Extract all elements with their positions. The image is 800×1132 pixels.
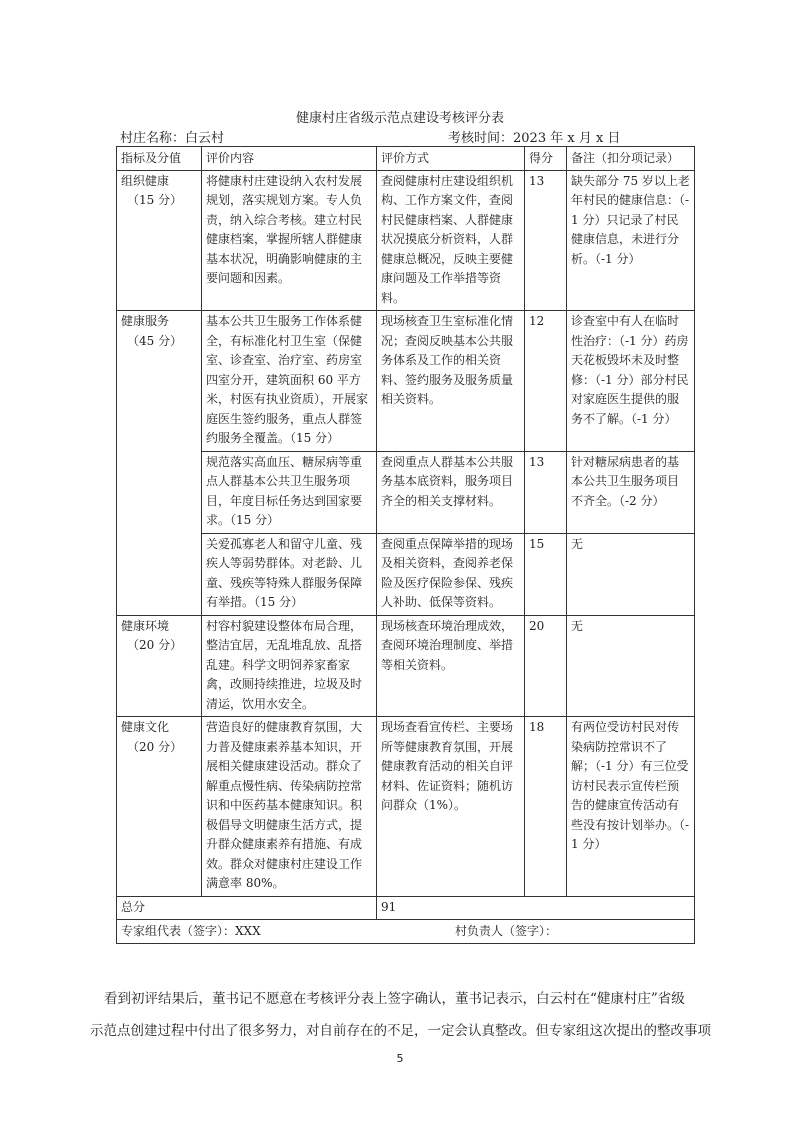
method-cell: 现场核查卫生室标准化情况；查阅反映基本公共服务体系及工作的相关资料、签约服务及服务质量相关资料。 [377, 311, 525, 452]
method-cell: 现场核查环境治理成效，查阅环境治理制度、举措等相关资料。 [377, 615, 525, 717]
content-cell: 基本公共卫生服务工作体系健全，有标准化村卫生室（保健室、诊查室、治疗室、药房室四室分开，建筑面积 60 平方米，村医有执业资质），开展家庭医生签约服务，重点人群签约服务全覆盖。（15 分） [202, 311, 377, 452]
header-content: 评价内容 [202, 147, 377, 171]
total-label: 总分 [117, 896, 377, 920]
indicator-points: （45 分） [127, 333, 183, 348]
content-cell: 将健康村庄建设纳入农村发展规划，落实规划方案。专人负责，纳入综合考核。建立村民健康档案，掌握所辖人群健康基本状况，明确影响健康的主要问题和因素。 [202, 170, 377, 311]
remark-cell: 无 [567, 533, 695, 615]
table-header-row [117, 147, 695, 171]
expert-signature: 专家组代表（签字）：XXX [121, 924, 261, 938]
indicator-points: （15 分） [127, 193, 183, 207]
content-cell: 关爱孤寡老人和留守儿童、残疾人等弱势群体。对老龄、儿童、残疾等特殊人群服务保障有举措。（15 分） [202, 533, 377, 615]
indicator-cell [117, 717, 202, 897]
score-cell: 20 [525, 615, 567, 717]
indicator-cell [117, 615, 202, 717]
method-cell: 现场查看宣传栏、主要场所等健康教育氛围，开展健康教育活动的相关自评材料、佐证资料；随机访问群众（1%）。 [377, 717, 525, 897]
page-number: 5 [396, 1052, 404, 1065]
signature-cell [117, 920, 695, 944]
method-cell: 查阅重点保障举措的现场及相关资料，查阅养老保险及医疗保险参保、残疾人补助、低保等资料。 [377, 533, 525, 615]
score-cell: 13 [525, 170, 567, 311]
indicator-name: 组织健康 [121, 173, 170, 188]
header-indicator: 指标及分值 [117, 147, 202, 171]
signature-row [117, 920, 695, 944]
village-name: 村庄名称：白云村 [120, 131, 225, 146]
body-paragraph [90, 983, 711, 1047]
content-cell: 规范落实高血压、糖尿病等重点人群基本公共卫生服务项目，年度目标任务达到国家要求。（15 分） [202, 451, 377, 533]
indicator-name: 健康环境 [121, 618, 170, 633]
paragraph-line: 示范点创建过程中付出了很多努力，对自前存在的不足，一定会认真整改。但专家组这次提出的整改事项 [90, 1023, 711, 1039]
total-row [117, 896, 695, 920]
score-cell: 18 [525, 717, 567, 897]
paragraph-line: 看到初评结果后，董书记不愿意在考核评分表上签字确认，董书记表示，白云村在“健康村庄”省级 [104, 991, 685, 1007]
indicator-name: 健康服务 [121, 314, 170, 328]
content-cell: 村容村貌建设整体布局合理，整洁宜居，无乱堆乱放、乱搭乱建。科学文明饲养家畜家禽，改厕持续推进，垃圾及时清运，饮用水安全。 [202, 615, 377, 717]
score-cell: 13 [525, 451, 567, 533]
indicator-cell [117, 170, 202, 311]
remark-cell: 缺失部分 75 岁以上老年村民的健康信息：（-1 分）只记录了村民健康信息，未进行分析。（-1 分） [567, 170, 695, 311]
table-title: 健康村庄省级示范点建设考核评分表 [295, 111, 504, 126]
header-score: 得分 [525, 147, 567, 171]
table-row [117, 451, 695, 533]
total-value: 91 [377, 896, 695, 920]
remark-cell: 针对糖尿病患者的基本公共卫生服务项目不齐全。（-2 分） [567, 451, 695, 533]
table-row [117, 311, 695, 452]
header-method: 评价方式 [377, 147, 525, 171]
village-head-signature: 村负责人（签字）： [455, 924, 558, 938]
score-cell: 12 [525, 311, 567, 452]
method-cell: 查阅健康村庄建设组织机构、工作方案文件，查阅村民健康档案、人群健康状况摸底分析资料，人群健康总概况，反映主要健康问题及工作举措等资料。 [377, 170, 525, 311]
table-meta [116, 127, 694, 145]
header-remark: 备注（扣分项记录） [567, 147, 695, 171]
table-row [117, 170, 695, 311]
method-cell: 查阅重点人群基本公共服务基本底资料，服务项目齐全的相关支撑材料。 [377, 451, 525, 533]
indicator-cell [117, 311, 202, 616]
indicator-points: （20 分） [127, 739, 183, 754]
remark-cell: 诊查室中有人在临时性治疗：（-1 分）药房天花板毁坏未及时整修：（-1 分）部分村民对家庭医生提供的服务不了解。（-1 分） [567, 311, 695, 452]
content-cell: 营造良好的健康教育氛围，大力普及健康素养基本知识，开展相关健康建设活动。群众了解重点慢性病、传染病防控常识和中医药基本健康知识。积极倡导文明健康生活方式，提升群众健康素养有措施、有成效。群众对健康村庄建设工作满意率 80%。 [202, 717, 377, 897]
indicator-points: （20 分） [127, 638, 183, 652]
score-cell: 15 [525, 533, 567, 615]
table-row [117, 615, 695, 717]
indicator-name: 健康文化 [121, 720, 170, 734]
exam-time: 考核时间：2023 年 x 月 x 日 [448, 131, 621, 146]
score-table [116, 146, 695, 944]
table-row [117, 533, 695, 615]
table-row [117, 717, 695, 897]
remark-cell: 无 [567, 615, 695, 717]
remark-cell: 有两位受访村民对传染病防控常识不了解；（-1 分）有三位受访村民表示宣传栏预告的健康宣传活动有些没有按计划举办。（-1 分） [567, 717, 695, 897]
